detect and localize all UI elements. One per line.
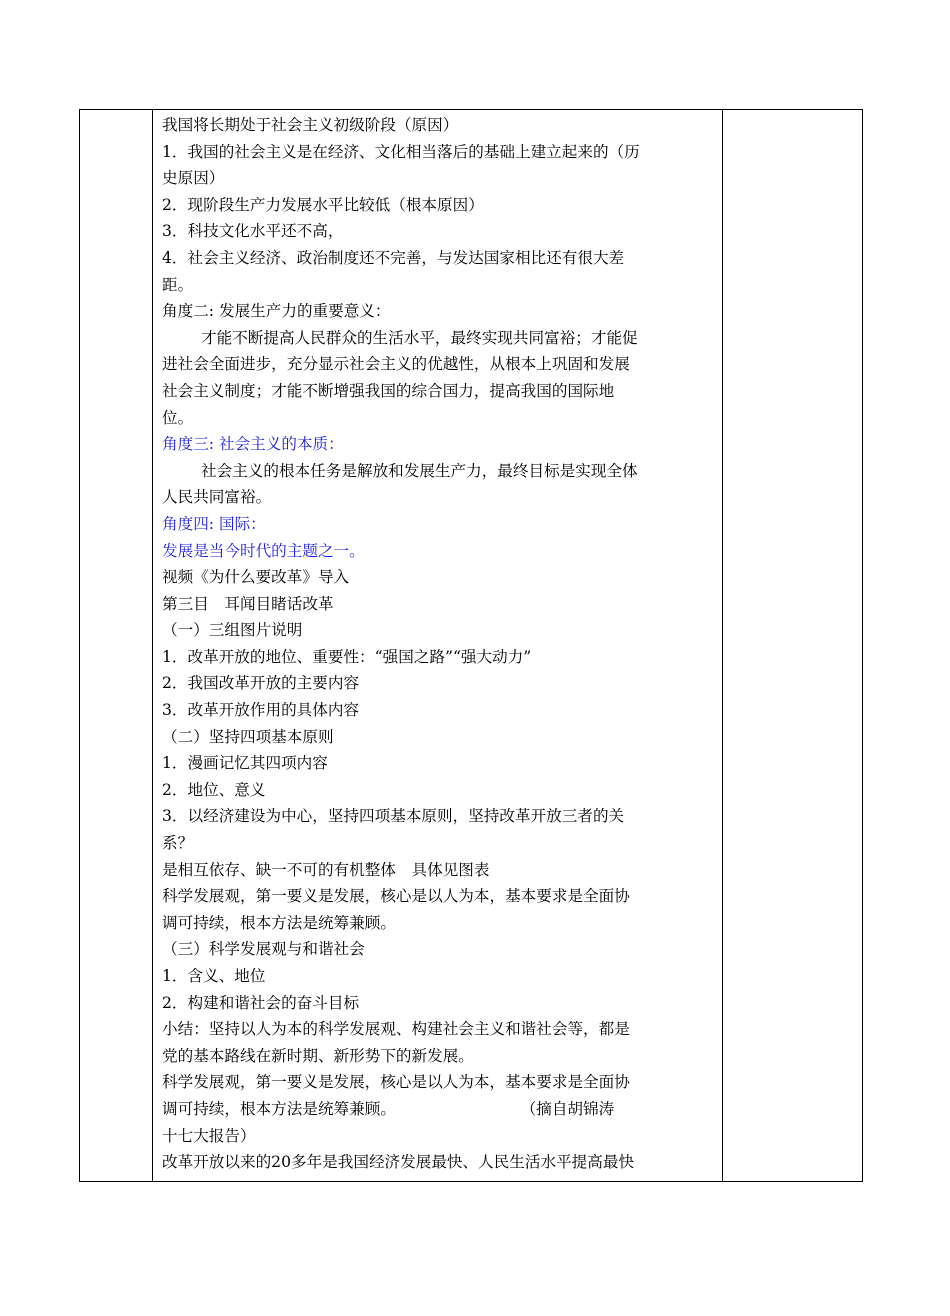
- text-line: 1．漫画记忆其四项内容: [162, 754, 328, 773]
- text-line: 1．我国的社会主义是在经济、文化相当落后的基础上建立起来的（历: [162, 142, 640, 161]
- text-line: 2．构建和谐社会的奋斗目标: [162, 993, 360, 1012]
- text-line: 进社会全面进步，充分显示社会主义的优越性，从根本上巩固和发展: [162, 355, 630, 374]
- text-line: 人民共同富裕。: [162, 488, 272, 507]
- text-line: 社会主义制度；才能不断增强我国的综合国力，提高我国的国际地: [162, 381, 615, 400]
- text-line: 党的基本路线在新时期、新形势下的新发展。: [162, 1046, 474, 1065]
- text-line: 社会主义的根本任务是解放和发展生产力，最终目标是实现全体: [201, 461, 638, 480]
- text-line: 科学发展观，第一要义是发展，核心是以人为本，基本要求是全面协: [162, 1073, 630, 1092]
- text-line: 史原因）: [162, 169, 225, 188]
- text-line: 角度四: 国际：: [162, 514, 266, 533]
- text-line: （二）坚持四项基本原则: [162, 727, 334, 746]
- text-line: 视频《为什么要改革》导入: [162, 568, 350, 587]
- content-cell: [162, 112, 714, 1176]
- text-line: 调可持续，根本方法是统筹兼顾。: [162, 913, 396, 932]
- text-line: 位。: [162, 408, 194, 427]
- text-line: 第三目 耳闻目睹话改革: [162, 594, 334, 613]
- text-line: 角度三: 社会主义的本质：: [162, 435, 344, 454]
- text-line: 调可持续，根本方法是统筹兼顾。 （摘自胡锦涛: [162, 1099, 615, 1118]
- text-line: 系？: [162, 834, 194, 853]
- text-line: 1．含义、地位: [162, 967, 266, 985]
- text-line: 才能不断提高人民群众的生活水平，最终实现共同富裕；才能促: [201, 328, 638, 347]
- column-divider-right: [722, 110, 723, 1181]
- text-line: 3．改革开放作用的具体内容: [162, 701, 360, 720]
- text-line: 3．科技文化水平还不高，: [162, 222, 344, 241]
- text-line: 3．以经济建设为中心，坚持四项基本原则，坚持改革开放三者的关: [162, 807, 625, 826]
- text-line: 2．地位、意义: [162, 780, 266, 799]
- text-line: 2．我国改革开放的主要内容: [162, 674, 360, 693]
- text-line: （一）三组图片说明: [162, 621, 303, 640]
- text-line: 角度二: 发展生产力的重要意义：: [162, 302, 391, 321]
- text-line: 小结：坚持以人为本的科学发展观、构建社会主义和谐社会等，都是: [162, 1020, 630, 1039]
- text-line: 1．改革开放的地位、重要性：“强国之路”“强大动力”: [162, 647, 532, 666]
- text-line: 改革开放以来的20多年是我国经济发展最快、人民生活水平提高最快: [162, 1153, 635, 1172]
- text-line: 2．现阶段生产力发展水平比较低（根本原因）: [162, 195, 484, 214]
- lesson-table: [79, 109, 863, 1182]
- column-divider-left: [152, 110, 153, 1181]
- text-line: 十七大报告）: [162, 1126, 256, 1145]
- text-line: 我国将长期处于社会主义初级阶段（原因）: [162, 116, 459, 134]
- text-line: 科学发展观，第一要义是发展，核心是以人为本，基本要求是全面协: [162, 887, 630, 906]
- text-line: 发展是当今时代的主题之一。: [162, 541, 365, 560]
- text-line: 4．社会主义经济、政治制度还不完善，与发达国家相比还有很大差: [162, 248, 625, 267]
- text-line: 距。: [162, 275, 194, 294]
- text-line: 是相互依存、缺一不可的有机整体 具体见图表: [162, 860, 490, 879]
- text-line: （三）科学发展观与和谐社会: [162, 940, 365, 959]
